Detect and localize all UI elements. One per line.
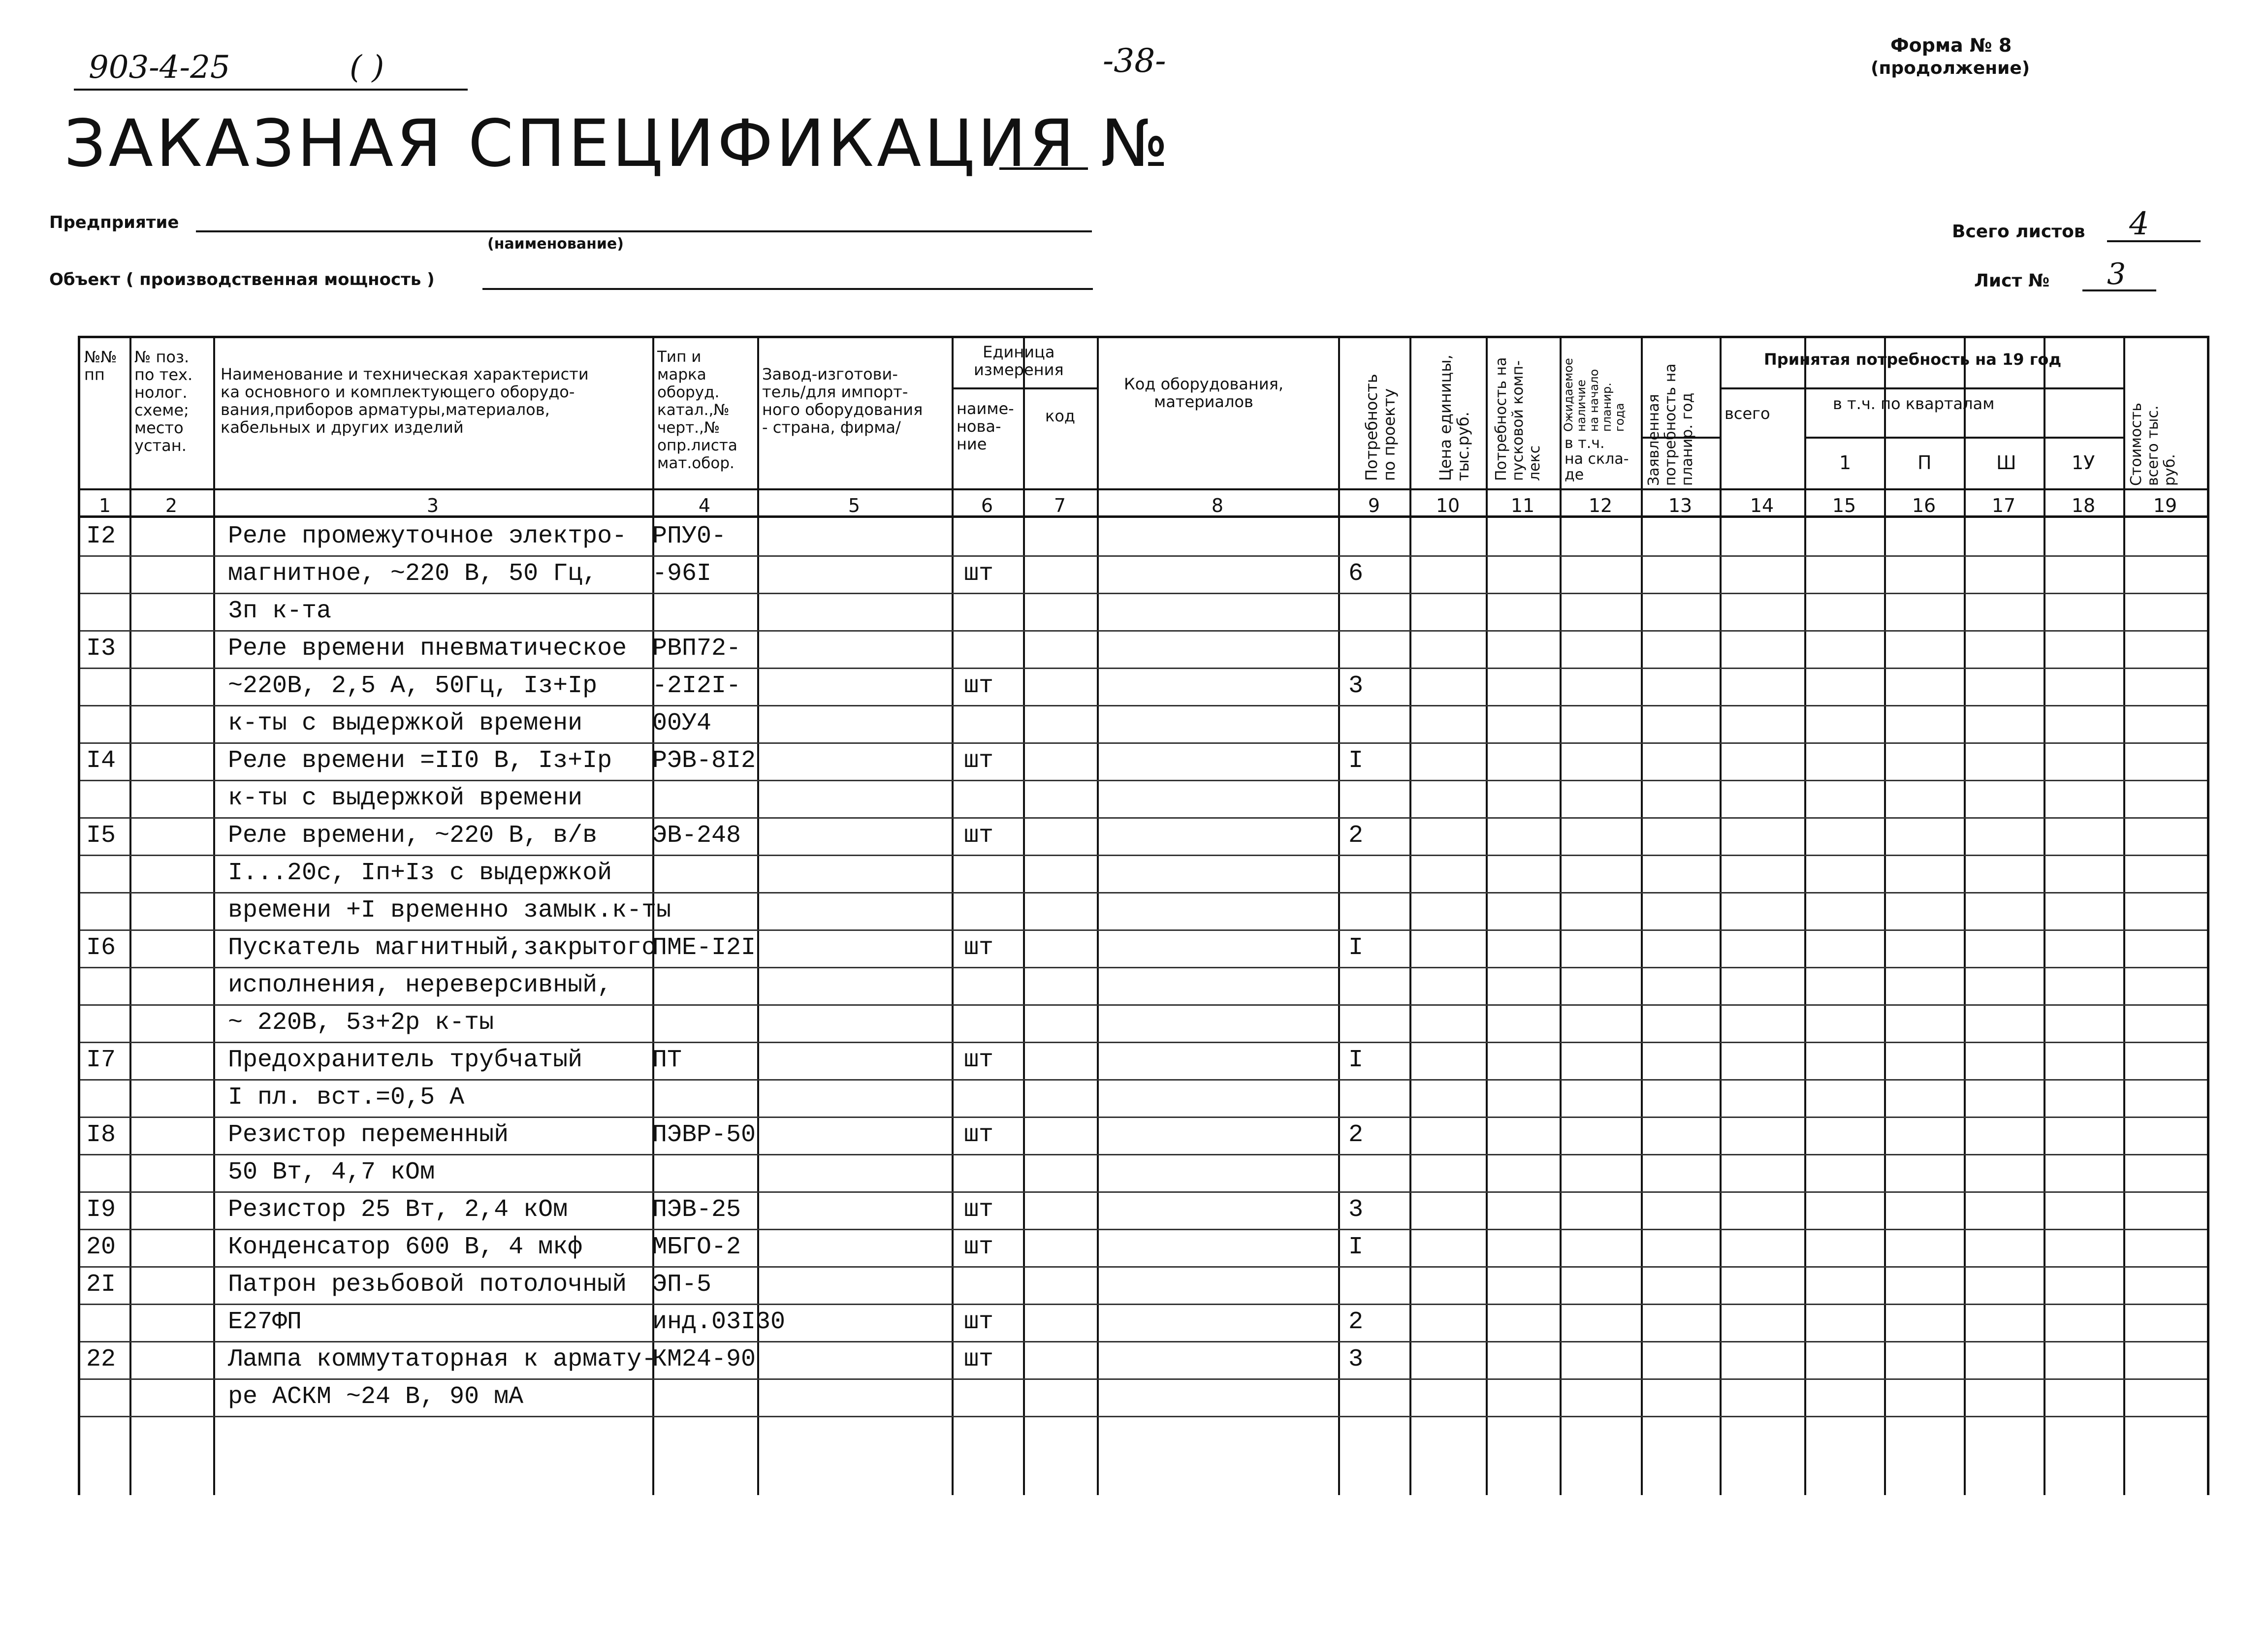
table-row xyxy=(80,593,2207,630)
table-row xyxy=(80,1229,2207,1266)
item-type: КМ24-90 xyxy=(652,1345,756,1373)
item-name: I...20с, Iп+Iз с выдержкой xyxy=(228,859,612,887)
table-row xyxy=(80,1378,2207,1416)
table-row xyxy=(80,1341,2207,1378)
header-in-warehouse: в т.ч. на скла- де xyxy=(1565,435,1629,483)
header-accepted-need: Принятая потребность на 19 год xyxy=(1764,350,2062,369)
col-number-1: 1 xyxy=(98,495,111,516)
row-number: 22 xyxy=(86,1345,116,1373)
header-q3: Ш xyxy=(1996,452,2016,474)
item-type: РЭВ-8I2 xyxy=(652,747,756,775)
header-expected-stock: Ожидаемое наличие на начало планир. года xyxy=(1562,358,1627,432)
table-row xyxy=(80,1154,2207,1191)
item-unit: шт xyxy=(964,1233,994,1261)
table-row xyxy=(80,1266,2207,1304)
col-number-19: 19 xyxy=(2153,495,2177,516)
row-number: I8 xyxy=(86,1121,116,1149)
item-type: РВП72- xyxy=(652,635,741,663)
row-number: I4 xyxy=(86,747,116,775)
col-number-14: 14 xyxy=(1750,495,1774,516)
item-name: I пл. вст.=0,5 А xyxy=(228,1084,465,1112)
col-number-11: 11 xyxy=(1510,495,1535,516)
item-quantity: 2 xyxy=(1348,1121,1364,1149)
item-name: ~ 220В, 5з+2р к-ты xyxy=(228,1009,494,1037)
row-number: I5 xyxy=(86,822,116,850)
item-unit: шт xyxy=(964,672,994,700)
header-equipment-code: Код оборудования, материалов xyxy=(1124,375,1284,411)
col-number-4: 4 xyxy=(698,495,711,516)
table-row xyxy=(80,1304,2207,1341)
col-number-8: 8 xyxy=(1211,495,1224,516)
item-quantity: 3 xyxy=(1348,1345,1364,1373)
item-unit: шт xyxy=(964,747,994,775)
item-type: РПУ0- xyxy=(652,522,727,550)
item-type: ЭП-5 xyxy=(652,1271,712,1299)
table-row xyxy=(80,1042,2207,1079)
item-quantity: I xyxy=(1348,1233,1364,1261)
header-type-mark: Тип и марка оборуд. катал.,№ черт.,№ опр.листа мат.обор. xyxy=(657,348,737,472)
item-name: ре АСКМ ~24 В, 90 мА xyxy=(228,1383,524,1411)
enterprise-line xyxy=(196,230,1092,232)
item-quantity: I xyxy=(1348,1046,1364,1074)
header-manufacturer: Завод-изготови- тель/для импорт- ного оборудования - страна, фирма/ xyxy=(762,365,923,437)
col-number-5: 5 xyxy=(848,495,861,516)
item-name: 3п к-та xyxy=(228,597,332,625)
item-type: ПЭВР-50 xyxy=(652,1121,756,1149)
item-unit: шт xyxy=(964,1046,994,1074)
object-line xyxy=(482,288,1093,290)
item-type: 00У4 xyxy=(652,709,712,737)
item-name: Реле времени пневматическое xyxy=(228,635,627,663)
item-type: -2I2I- xyxy=(652,672,741,700)
row-number: I7 xyxy=(86,1046,116,1074)
row-number: I2 xyxy=(86,522,116,550)
item-type: ПМЕ-I2I xyxy=(652,934,756,962)
item-quantity: 2 xyxy=(1348,1308,1364,1336)
total-sheets-value: 4 xyxy=(2129,206,2149,242)
object-label: Объект ( производственная мощность ) xyxy=(49,270,435,289)
col-number-7: 7 xyxy=(1054,495,1066,516)
item-name: времени +I временно замык.к-ты xyxy=(228,896,671,925)
specification-table xyxy=(78,336,2209,1495)
table-row xyxy=(80,742,2207,780)
header-q4: 1У xyxy=(2072,452,2095,474)
item-unit: шт xyxy=(964,1345,994,1373)
header-unit-group: Единица измерения xyxy=(974,343,1064,379)
document-code: 903-4-25 xyxy=(89,49,230,86)
sheet-label: Лист № xyxy=(1974,271,2050,291)
item-quantity: 6 xyxy=(1348,560,1364,588)
item-name: Реле времени, ~220 В, в/в xyxy=(228,822,598,850)
col-number-16: 16 xyxy=(1912,495,1936,516)
header-position: № поз. по тех. нолог. схеме; место устан. xyxy=(134,348,193,455)
table-row xyxy=(80,1191,2207,1229)
row-number: I6 xyxy=(86,934,116,962)
col-number-2: 2 xyxy=(165,495,178,516)
item-type: ПЭВ-25 xyxy=(652,1196,741,1224)
header-startup-complex: Потребность на пусковой комп- лекс xyxy=(1493,357,1543,481)
table-row xyxy=(80,780,2207,817)
row-number: I9 xyxy=(86,1196,116,1224)
enterprise-caption: (наименование) xyxy=(487,235,624,253)
row-number: I3 xyxy=(86,635,116,663)
header-declared-need: Заявленная потребность на планир. год xyxy=(1645,363,1696,486)
header-q1: 1 xyxy=(1839,452,1852,474)
item-name: Реле времени =II0 В, Iз+Iр xyxy=(228,747,612,775)
header-project-need: Потребность по проекту xyxy=(1362,374,1399,481)
item-name: Конденсатор 600 В, 4 мкф xyxy=(228,1233,583,1261)
item-type: ПТ xyxy=(652,1046,682,1074)
page-title: ЗАКАЗНАЯ СПЕЦИФИКАЦИЯ № xyxy=(64,106,1172,182)
item-name: Е27ФП xyxy=(228,1308,302,1336)
header-unit-price: Цена единицы, тыс.руб. xyxy=(1436,354,1472,481)
title-number-line xyxy=(999,167,1088,170)
form-label: Форма № 8 xyxy=(1890,34,2012,56)
table-row xyxy=(80,929,2207,967)
row-divider xyxy=(80,1416,2207,1417)
page-number: -38- xyxy=(1103,42,1166,80)
header-total-cost: Стоимость всего тыс. руб. xyxy=(2128,403,2178,486)
table-row xyxy=(80,892,2207,929)
sheet-line xyxy=(2082,289,2156,291)
form-continued: (продолжение) xyxy=(1871,58,2030,78)
item-name: к-ты с выдержкой времени xyxy=(228,784,583,812)
item-name: Резистор переменный xyxy=(228,1121,509,1149)
item-name: Реле промежуточное электро- xyxy=(228,522,627,550)
sheet-value: 3 xyxy=(2107,257,2126,291)
col-number-9: 9 xyxy=(1368,495,1380,516)
item-type: ЭВ-248 xyxy=(652,822,741,850)
row-number: 20 xyxy=(86,1233,116,1261)
col-number-15: 15 xyxy=(1832,495,1856,516)
table-row xyxy=(80,668,2207,705)
header-unit-code: код xyxy=(1045,407,1076,425)
item-unit: шт xyxy=(964,1196,994,1224)
item-name: магнитное, ~220 В, 50 Гц, xyxy=(228,560,598,588)
header-total: всего xyxy=(1725,404,1770,423)
enterprise-label: Предприятие xyxy=(49,213,179,232)
header-q2: П xyxy=(1917,452,1932,474)
item-name: Лампа коммутаторная к армату- xyxy=(228,1345,657,1373)
item-unit: шт xyxy=(964,1121,994,1149)
table-row xyxy=(80,855,2207,892)
item-name: 50 Вт, 4,7 кОм xyxy=(228,1158,435,1186)
item-type: МБГО-2 xyxy=(652,1233,741,1261)
col-number-17: 17 xyxy=(1991,495,2016,516)
col-number-18: 18 xyxy=(2071,495,2096,516)
header-row-number: №№ пп xyxy=(84,348,117,384)
table-row xyxy=(80,518,2207,555)
item-name: Предохранитель трубчатый xyxy=(228,1046,583,1074)
item-name: к-ты с выдержкой времени xyxy=(228,709,583,737)
item-type: инд.03I30 xyxy=(652,1308,786,1336)
header-unit-name: наиме- нова- ние xyxy=(957,399,1014,453)
item-quantity: 3 xyxy=(1348,672,1364,700)
item-name: исполнения, нереверсивный, xyxy=(228,971,612,999)
item-quantity: I xyxy=(1348,747,1364,775)
item-unit: шт xyxy=(964,822,994,850)
item-quantity: I xyxy=(1348,934,1364,962)
item-name: Патрон резьбовой потолочный xyxy=(228,1271,627,1299)
item-unit: шт xyxy=(964,934,994,962)
table-row xyxy=(80,1079,2207,1117)
item-quantity: 3 xyxy=(1348,1196,1364,1224)
col-number-10: 10 xyxy=(1436,495,1460,516)
item-quantity: 2 xyxy=(1348,822,1364,850)
item-name: Резистор 25 Вт, 2,4 кОм xyxy=(228,1196,568,1224)
item-name: ~220В, 2,5 А, 50Гц, Iз+Iр xyxy=(228,672,598,700)
table-row xyxy=(80,630,2207,668)
document-code-paren: ( ) xyxy=(350,49,384,86)
header-quarters: в т.ч. по кварталам xyxy=(1833,394,1995,413)
total-sheets-line xyxy=(2107,240,2201,242)
row-number: 2I xyxy=(86,1271,116,1299)
col-number-12: 12 xyxy=(1588,495,1613,516)
table-row xyxy=(80,1004,2207,1042)
col-number-6: 6 xyxy=(981,495,993,516)
col-number-3: 3 xyxy=(426,495,439,516)
total-sheets-label: Всего листов xyxy=(1952,222,2085,242)
col-number-13: 13 xyxy=(1668,495,1693,516)
item-unit: шт xyxy=(964,560,994,588)
header-name-characteristics: Наименование и техническая характеристи ка основного и комплектующего оборудо- вания,приборов арматуры,материалов, кабельных и других изделий xyxy=(221,365,589,437)
table-row xyxy=(80,705,2207,742)
table-row xyxy=(80,967,2207,1004)
document-code-underline xyxy=(74,89,468,91)
table-row xyxy=(80,817,2207,855)
item-unit: шт xyxy=(964,1308,994,1336)
item-name: Пускатель магнитный,закрытого xyxy=(228,934,657,962)
table-row xyxy=(80,555,2207,593)
item-type: -96I xyxy=(652,560,712,588)
table-row xyxy=(80,1117,2207,1154)
